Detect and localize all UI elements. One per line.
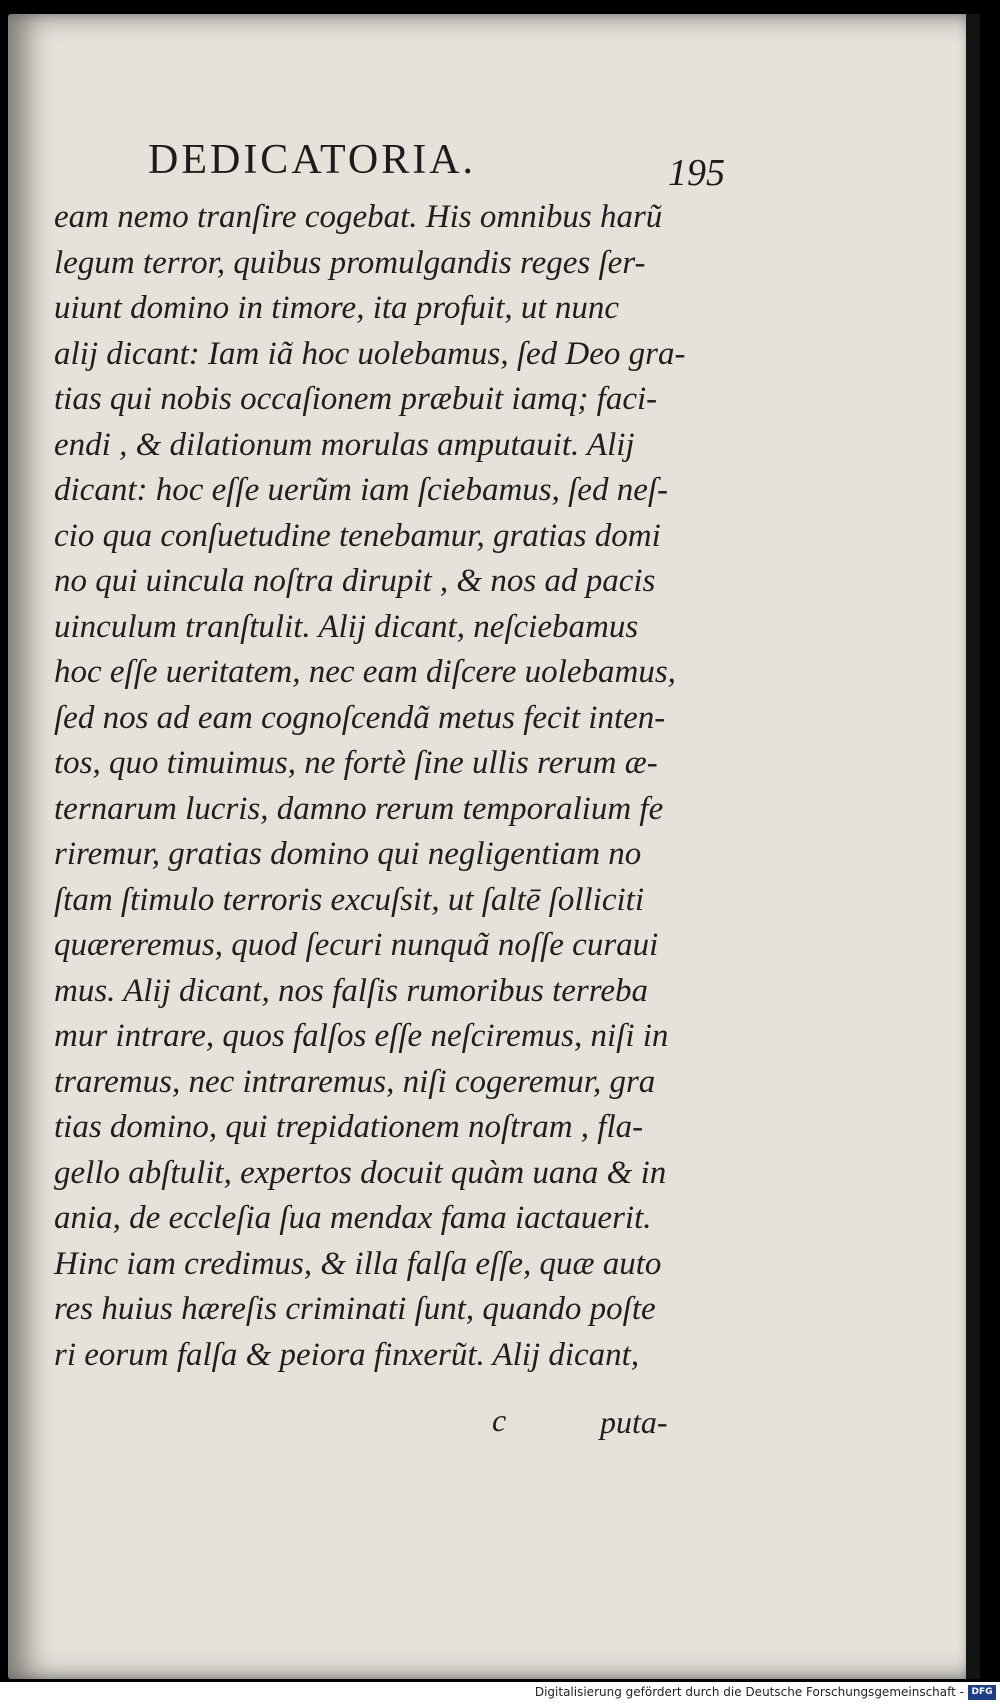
text-line: legum terror, quibus promulgandis reges ſer- <box>54 244 646 281</box>
signature-mark: c <box>492 1402 507 1438</box>
text-line: tos, quo timuimus, ne fortè ſine ullis rerum æ- <box>54 745 658 781</box>
text-line: cio qua conſuetudine tenebamur, gratias domi <box>54 517 661 554</box>
text-line: ſed nos ad eam cognoſcendã metus fecit inten- <box>54 699 666 736</box>
text-line: alij dicant: Iam iã hoc uolebamus, ſed Deo gra- <box>54 335 686 372</box>
text-line: Hinc iam credimus, & illa falſa eſſe, quæ auto <box>54 1245 662 1282</box>
running-head: DEDICATORIA. <box>148 137 477 183</box>
footer-bar <box>0 1682 1000 1704</box>
body-text <box>54 195 734 1378</box>
text-line: uiunt domino in timore, ita profuit, ut nunc <box>54 290 619 326</box>
text-line: mus. Alij dicant, nos falſis rumoribus terreba <box>54 972 649 1009</box>
page-number: 195 <box>668 152 725 194</box>
text-line: no qui uincula noſtra dirupit , & nos ad pacis <box>54 563 656 599</box>
text-line: ternarum lucris, damno rerum temporalium fe <box>54 790 664 827</box>
text-line: hoc eſſe ueritatem, nec eam diſcere uolebamus, <box>54 654 676 690</box>
text-line: res huius hæreſis criminati ſunt, quando poſte <box>54 1291 656 1327</box>
text-line: quæreremus, quod ſecuri nunquã noſſe curaui <box>54 927 659 963</box>
text-line: endi , & dilationum morulas amputauit. Alij <box>54 426 635 463</box>
text-line: ania, de eccleſia ſua mendax fama iactauerit. <box>54 1200 652 1236</box>
text-line: tias domino, qui trepidationem noſtram , fla- <box>54 1109 644 1145</box>
text-line: dicant: hoc eſſe uerũm iam ſciebamus, ſed neſ- <box>54 472 668 508</box>
text-line: ſtam ſtimulo terroris excuſsit, ut ſaltē ſolliciti <box>54 881 644 918</box>
text-line: traremus, nec intraremus, niſi cogeremur, gra <box>54 1063 656 1100</box>
text-line: gello abſtulit, expertos docuit quàm uana & in <box>54 1154 667 1191</box>
page-edge <box>966 14 980 1679</box>
text-line: eam nemo tranſire cogebat. His omnibus harũ <box>54 199 663 235</box>
text-line: ri eorum falſa & peiora finxerũt. Alij dicant, <box>54 1336 640 1373</box>
text-line: riremur, gratias domino qui negligentiam no <box>54 836 642 872</box>
footer-credit: Digitalisierung gefördert durch die Deutsche Forschungsgemeinschaft - <box>534 1685 964 1699</box>
text-line: mur intrare, quos falſos eſſe neſciremus, niſi in <box>54 1018 669 1054</box>
text-line: tias qui nobis occaſionem præbuit iamq; faci- <box>54 381 658 417</box>
text-line: uinculum tranſtulit. Alij dicant, neſciebamus <box>54 608 639 645</box>
catchword: puta- <box>600 1404 668 1440</box>
dfg-logo: DFG <box>968 1685 996 1700</box>
